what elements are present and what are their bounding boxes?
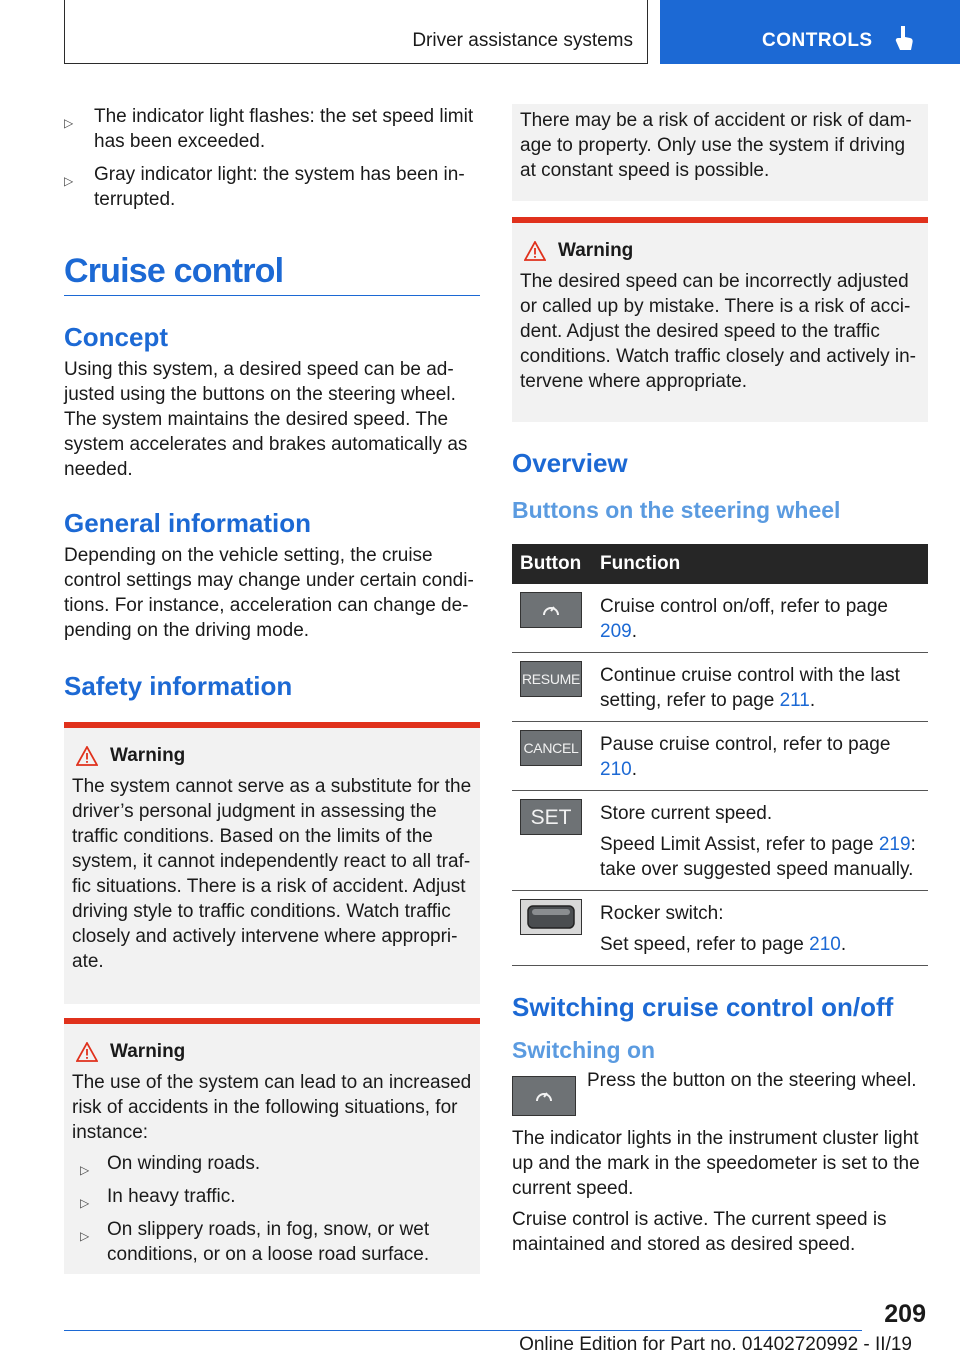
function-text (600, 594, 920, 644)
warning-title: Warning (110, 1041, 186, 1062)
function-cell (592, 722, 928, 791)
button-cell (512, 653, 592, 722)
warning-box (64, 722, 480, 1004)
triangle-bullet-icon: ▷ (80, 1196, 90, 1210)
button-cell (512, 891, 592, 966)
table-row (512, 653, 928, 722)
function-label: Set speed, refer to page (600, 934, 810, 955)
list-item (64, 104, 480, 154)
function-cell (592, 791, 928, 891)
function-suffix: . (631, 621, 637, 642)
header-chapter-tab[interactable] (660, 0, 960, 64)
table-row (512, 791, 928, 891)
function-text (600, 832, 920, 882)
page-link[interactable]: 209 (600, 621, 632, 642)
bullet-text: In heavy traffic. (107, 1186, 236, 1207)
function-label: Cruise control on/off, refer to page (600, 596, 888, 617)
triangle-bullet-icon: ▷ (64, 116, 74, 130)
warning-box (64, 1018, 480, 1274)
bullet-text: On slippery roads, in fog, snow, or wet conditions, or on a loose road surface. (107, 1219, 430, 1265)
indicator-text: The indicator lights in the instrument cluster light up and the mark in the speedometer is set to the current speed. (512, 1128, 920, 1199)
set-button-icon: SET (520, 799, 582, 835)
function-label: Continue cruise control with the last setting, refer to page (600, 665, 900, 711)
warning-title-row (72, 744, 472, 768)
switching-on-text: Press the button on the steering wheel. (587, 1070, 917, 1091)
page-number: 209 (884, 1300, 926, 1328)
general-information-heading: General information (64, 508, 312, 538)
concept-text: Using this system, a desired speed can be ad-justed using the buttons on the steering wheel. The system maintains the desired speed. The system accelerates and brakes automatically as needed. (64, 359, 468, 480)
table-header-row (512, 544, 928, 584)
function-cell (592, 891, 928, 966)
warning-triangle-icon (524, 241, 546, 261)
warning-triangle-icon (76, 746, 98, 766)
list-item (72, 1184, 472, 1209)
pointing-hand-icon (894, 24, 916, 52)
indicator-bullets (64, 104, 480, 212)
warning-title: Warning (558, 240, 634, 261)
triangle-bullet-icon: ▷ (64, 174, 74, 188)
page-link[interactable]: 210 (809, 934, 841, 955)
bullet-text: On winding roads. (107, 1153, 261, 1174)
page-link[interactable]: 210 (600, 759, 632, 780)
column-header-button: Button (512, 544, 592, 584)
general-information-text: Depending on the vehicle setting, the cruise control settings may change under certain condi-tions. For instance, acceleration can change de-pending on the driving mode. (64, 545, 474, 641)
rocker-switch-icon (520, 899, 582, 935)
list-item (72, 1151, 472, 1176)
page-link[interactable]: 211 (779, 690, 810, 711)
column-header-function: Function (592, 544, 928, 584)
bullet-text: Gray indicator light: the system has been in-terrupted. (94, 164, 465, 210)
function-label: Speed Limit Assist, refer to page (600, 834, 879, 855)
edition-text: Online Edition for Part no. 01402720992 - II/19 (519, 1334, 912, 1355)
warning-bullets (72, 1151, 472, 1267)
button-cell (512, 791, 592, 891)
buttons-heading: Buttons on the steering wheel (512, 497, 841, 523)
footer-divider (64, 1330, 862, 1331)
function-text (600, 663, 920, 713)
function-text: Store current speed. (600, 803, 773, 824)
warning-title-row (520, 239, 920, 263)
cruise-control-icon (512, 1076, 576, 1116)
warning-title: Warning (110, 745, 186, 766)
triangle-bullet-icon: ▷ (80, 1229, 90, 1243)
table-row (512, 722, 928, 791)
section-title: Cruise control (64, 252, 480, 296)
warning-title-row (72, 1040, 472, 1064)
header-section-tab (64, 0, 648, 64)
function-suffix: : take over suggested speed manually. (600, 834, 916, 880)
switching-on-row (512, 1068, 928, 1116)
header-section-title: Driver assistance systems (412, 30, 633, 51)
overview-heading: Overview (512, 448, 628, 478)
table-row (512, 891, 928, 966)
warning-triangle-icon (76, 1042, 98, 1062)
warning-box (512, 217, 928, 422)
triangle-bullet-icon: ▷ (80, 1163, 90, 1177)
function-suffix: . (631, 759, 637, 780)
button-cell (512, 584, 592, 653)
list-item (72, 1217, 472, 1267)
warning-continuation-box (512, 104, 928, 201)
warning-continuation-text: There may be a risk of accident or risk of dam-age to property. Only use the system if driving at constant speed is possible. (520, 110, 912, 181)
warning-text: The system cannot serve as a substitute for the driver’s personal judgment in assessing the traffic conditions. Based on the limits of the system, it cannot independently react to all traf-fic situations. There is a risk of accident. Adjust driving style to traffic conditions. Watch traffic closely and actively intervene where appropri-ate. (72, 776, 472, 972)
function-cell (592, 653, 928, 722)
bullet-text: The indicator light flashes: the set speed limit has been exceeded. (94, 106, 474, 152)
list-item (64, 162, 480, 212)
table-row (512, 584, 928, 653)
function-text (600, 732, 920, 782)
function-suffix: . (840, 934, 847, 955)
left-column (64, 104, 480, 1274)
function-text: Rocker switch: (600, 903, 724, 924)
function-suffix: . (809, 690, 816, 711)
active-text: Cruise control is active. The current speed is maintained and stored as desired speed. (512, 1209, 887, 1255)
right-column (512, 104, 928, 1257)
function-text (600, 932, 920, 957)
switching-on-heading: Switching on (512, 1037, 656, 1063)
button-cell (512, 722, 592, 791)
function-label: Pause cruise control, refer to page (600, 734, 891, 755)
page-link[interactable]: 219 (878, 834, 911, 855)
resume-button-icon: RESUME (520, 661, 582, 697)
cancel-button-icon: CANCEL (520, 730, 582, 766)
warning-text: The use of the system can lead to an increased risk of accidents in the following situations, for instance: (72, 1072, 472, 1143)
function-cell (592, 584, 928, 653)
cruise-control-icon (520, 592, 582, 628)
buttons-table (512, 544, 928, 966)
safety-information-heading: Safety information (64, 671, 293, 701)
concept-heading: Concept (64, 322, 168, 352)
warning-text: The desired speed can be incorrectly adjusted or called up by mistake. There is a risk of acci-dent. Adjust the desired speed to the traffic conditions. Watch traffic closely and actively in-tervene where appropriate. (520, 271, 917, 392)
switching-heading: Switching cruise control on/off (512, 992, 894, 1022)
header-chapter-title: CONTROLS (762, 30, 873, 51)
